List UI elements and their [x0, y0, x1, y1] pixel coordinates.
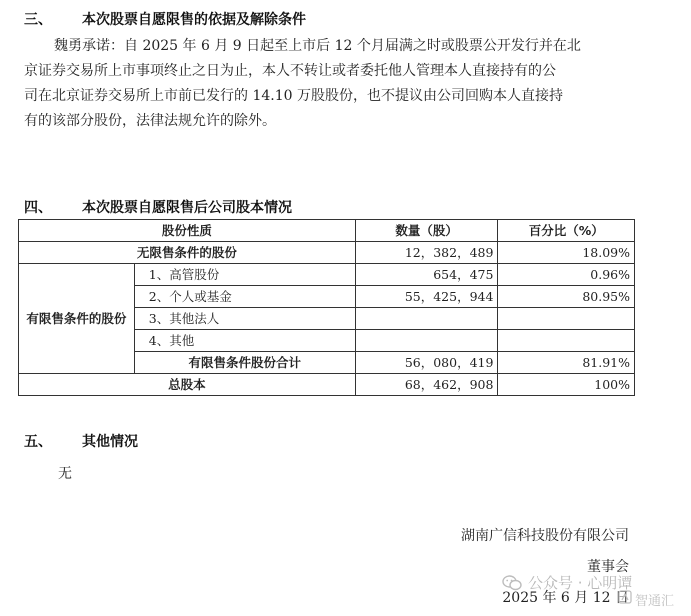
restricted-row-pct: 0.96%	[498, 264, 635, 286]
equity-table	[18, 219, 635, 396]
restricted-row-qty: 654，475	[355, 264, 498, 286]
section-3-title: 本次股票自愿限售的依据及解除条件	[82, 12, 306, 28]
section-3-line: 有的该部分股份，法律法规允许的除外。	[24, 113, 276, 129]
header-share-type: 股份性质	[19, 220, 356, 242]
company-name: 湖南广信科技股份有限公司	[461, 528, 629, 544]
watermark	[502, 572, 632, 593]
section-5-heading	[24, 431, 138, 451]
restricted-total-label: 有限售条件股份合计	[134, 352, 355, 374]
header-quantity: 数量（股）	[355, 220, 498, 242]
total-pct: 100%	[498, 374, 635, 396]
section-5-body: 无	[58, 466, 72, 482]
table-row	[19, 264, 635, 286]
section-3-line: 京证券交易所上市事项终止之日为止，本人不转让或者委托他人管理本人直接持有的公	[24, 63, 556, 79]
watermark-badge	[618, 588, 688, 610]
restricted-row-label: 3、其他法人	[134, 308, 355, 330]
restricted-total-qty: 56，080，419	[355, 352, 498, 374]
section-4-heading	[24, 197, 292, 217]
restricted-total-pct: 81.91%	[498, 352, 635, 374]
unrestricted-qty: 12，382，489	[355, 242, 498, 264]
watermark-text: 公众号 · 心明谭	[528, 574, 633, 592]
section-4-title: 本次股票自愿限售后公司股本情况	[82, 200, 292, 216]
watermark-badge-text: 智通汇	[635, 593, 675, 609]
unrestricted-label: 无限售条件的股份	[19, 242, 356, 264]
restricted-row-pct	[498, 330, 635, 352]
unrestricted-pct: 18.09%	[498, 242, 635, 264]
table-header-row	[19, 220, 635, 242]
section-3-line: 司在北京证券交易所上市前已发行的 14.10 万股股份，也不提议由公司回购本人直接持	[24, 88, 563, 104]
section-3-body	[24, 34, 644, 134]
section-5-number: 五、	[24, 434, 52, 450]
restricted-row-pct: 80.95%	[498, 286, 635, 308]
section-3-number: 三、	[24, 12, 52, 28]
section-4-number: 四、	[24, 200, 52, 216]
table-row	[19, 374, 635, 396]
restricted-row-qty	[355, 330, 498, 352]
table-row	[19, 242, 635, 264]
restricted-row-qty	[355, 308, 498, 330]
section-3-line: 魏勇承诺：自 2025 年 6 月 9 日起至上市后 12 个月届满之时或股票公开发行并在北	[54, 38, 581, 54]
total-label: 总股本	[19, 374, 356, 396]
section-3-heading	[24, 9, 306, 29]
restricted-row-qty: 55，425，944	[355, 286, 498, 308]
restricted-row-pct	[498, 308, 635, 330]
signature-date: 2025 年 6 月 12 日	[502, 590, 629, 606]
restricted-row-label: 1、高管股份	[134, 264, 355, 286]
section-5-title: 其他情况	[82, 434, 138, 450]
restricted-row-label: 4、其他	[134, 330, 355, 352]
badge-logo-icon	[618, 590, 632, 608]
board-label: 董事会	[587, 559, 629, 575]
restricted-group-label: 有限售条件的股份	[19, 264, 135, 374]
restricted-row-label: 2、个人或基金	[134, 286, 355, 308]
header-percentage: 百分比（%）	[498, 220, 635, 242]
total-qty: 68，462，908	[355, 374, 498, 396]
wechat-icon	[502, 575, 522, 591]
